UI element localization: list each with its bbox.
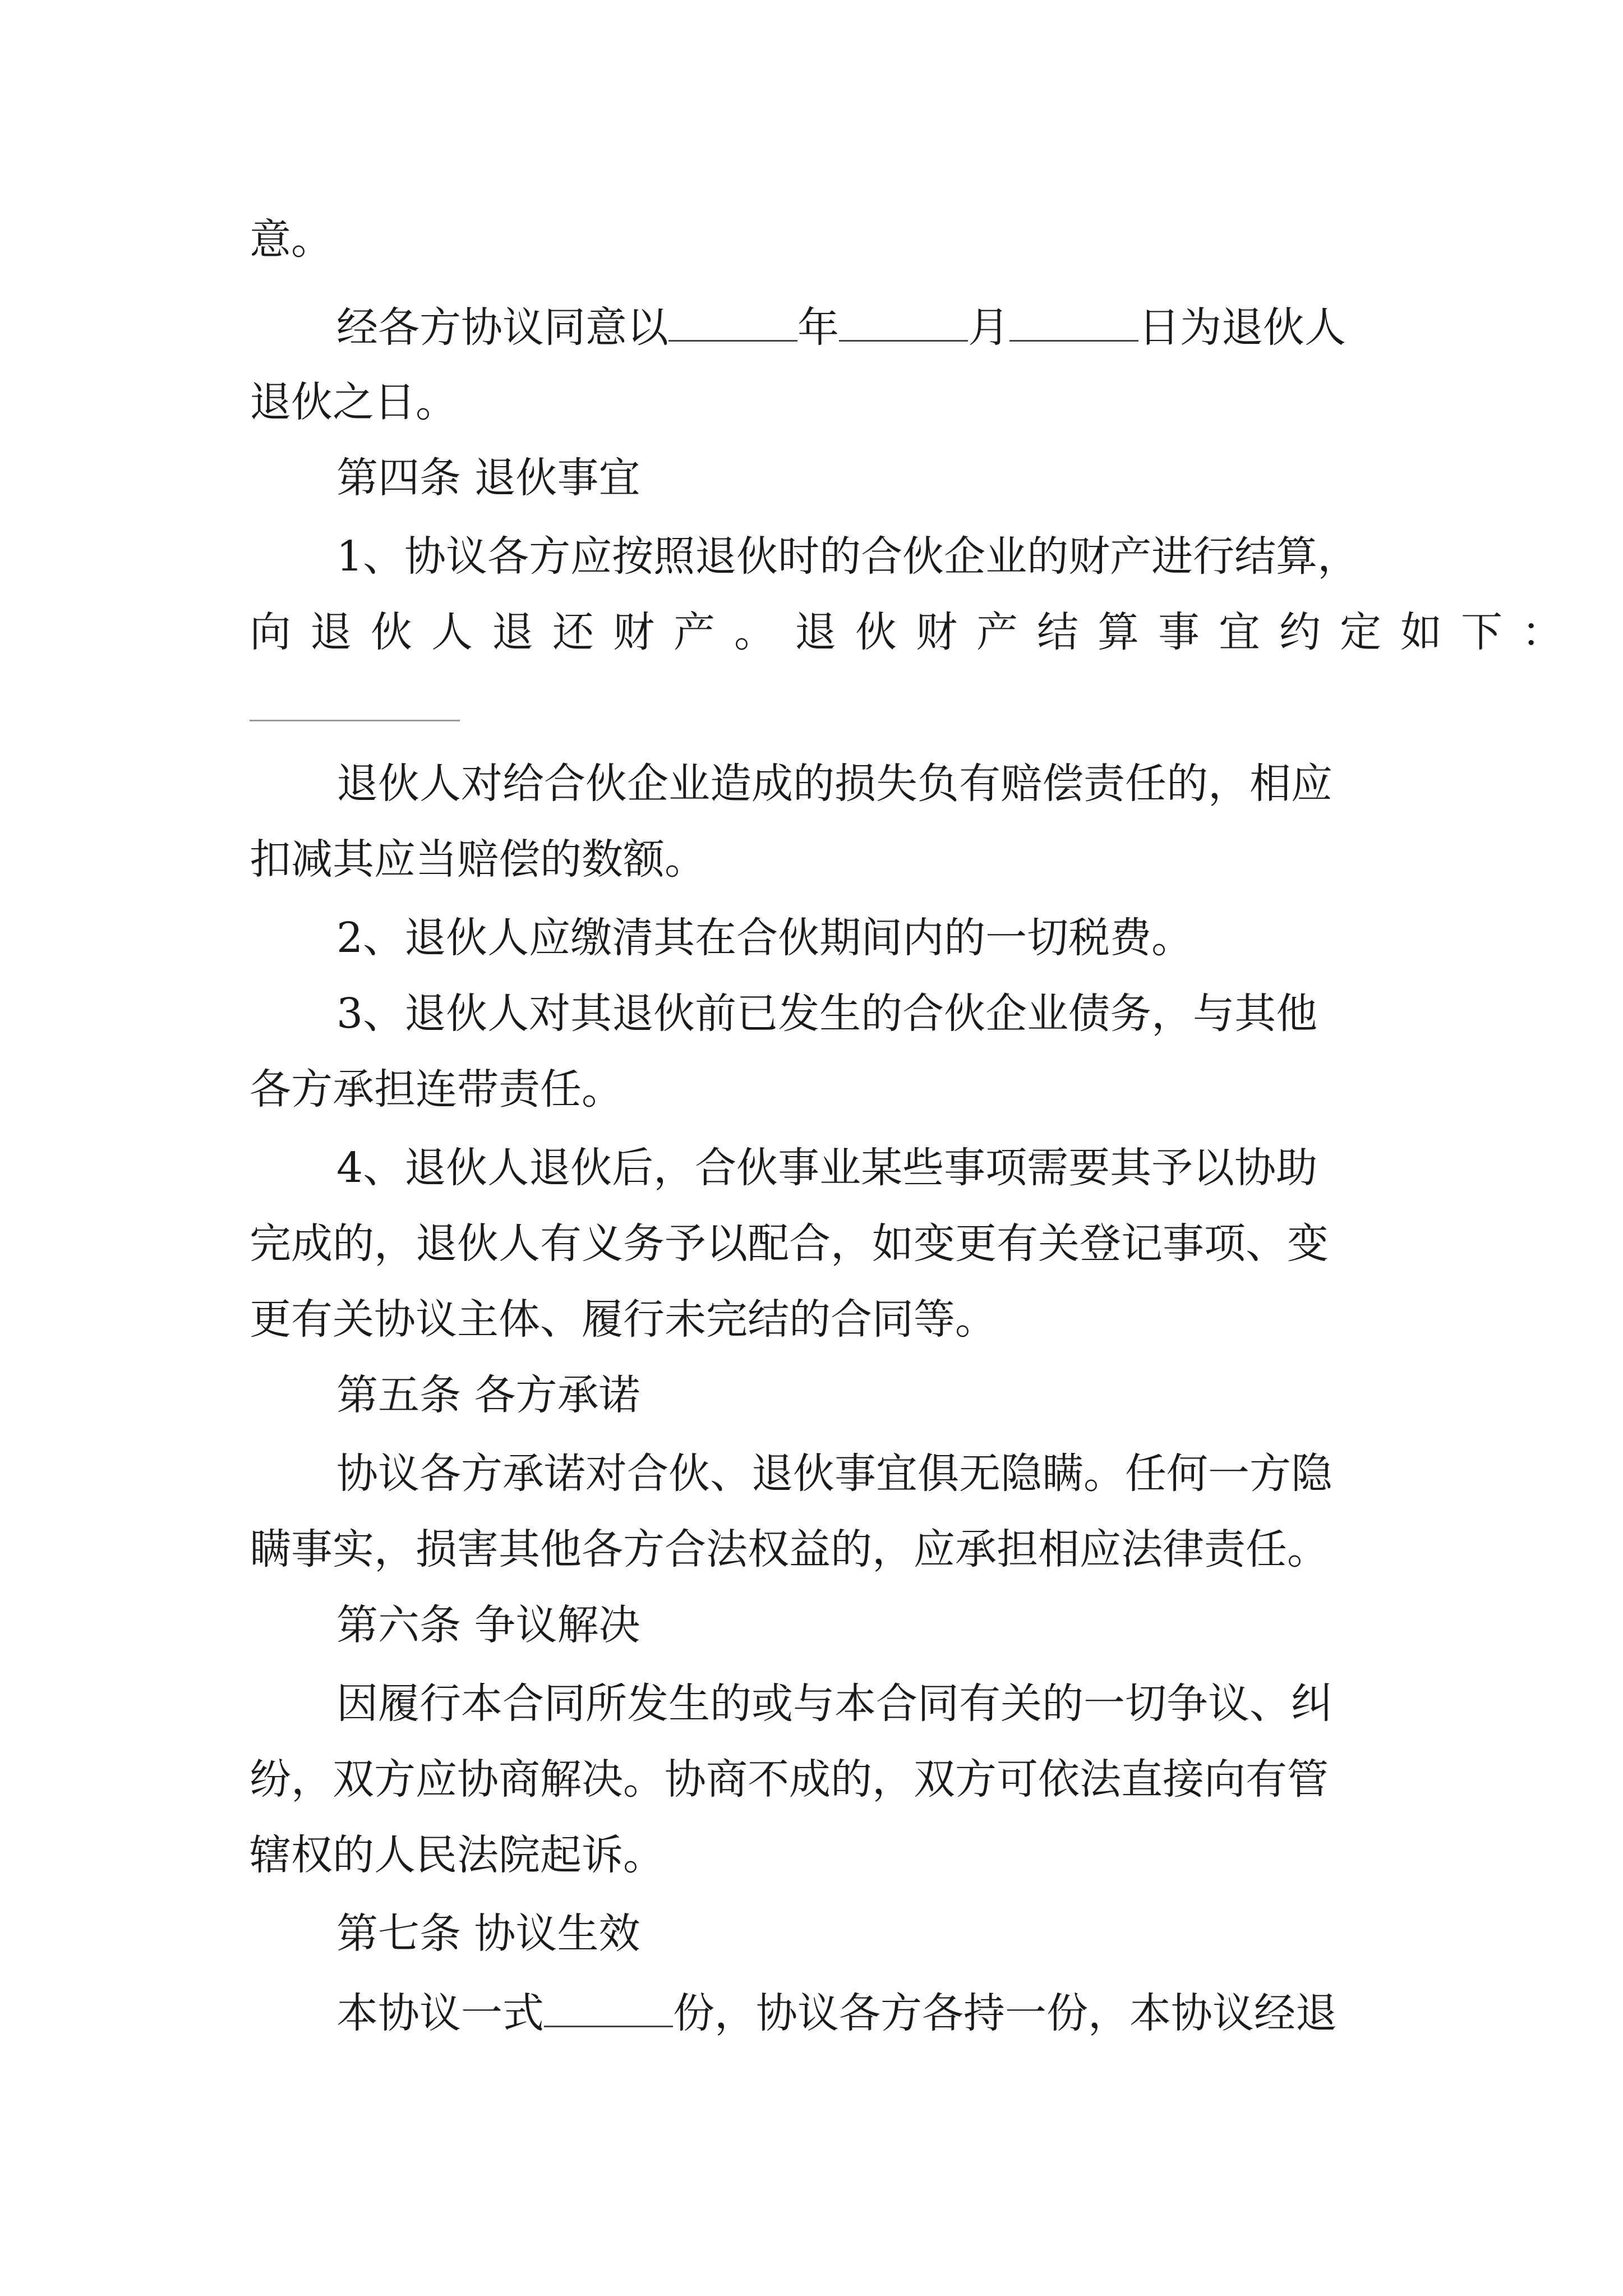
fill-in-blank-line — [250, 720, 460, 721]
text-fragment: 瞒事实，损害其他各方合法权益的，应承担相应法律责任。 — [250, 1525, 1329, 1573]
text-fragment: 本协议一式 — [336, 1989, 544, 2037]
blank-month — [839, 303, 968, 342]
text-line — [250, 1831, 665, 1879]
text-line — [336, 760, 1332, 808]
text-fragment: 完成的，退伙人有义务予以配合，如变更有关登记事项、变 — [250, 1220, 1329, 1268]
text-line-copies — [336, 1989, 1337, 2037]
text-fragment: 2、退伙人应缴清其在合伙期间内的一切税费。 — [336, 914, 1193, 962]
text-fragment: 意。 — [250, 215, 333, 264]
text-fragment: 份，协议各方各持一份，本协议经退 — [673, 1989, 1337, 2037]
text-fragment: 第五条 各方承诺 — [336, 1371, 640, 1419]
text-line — [250, 835, 706, 884]
text-line — [250, 378, 457, 426]
text-fragment: 日为退伙人 — [1138, 303, 1346, 352]
text-fragment: 第四条 退伙事宜 — [336, 454, 640, 502]
text-line — [336, 914, 1193, 962]
text-fragment: 3、退伙人对其退伙前已发生的合伙企业债务，与其他 — [336, 990, 1318, 1038]
text-fragment: 辖权的人民法院起诉。 — [250, 1831, 665, 1879]
text-fragment: 更有关协议主体、履行未完结的合同等。 — [250, 1295, 997, 1343]
text-fragment: 各方承担连带责任。 — [250, 1065, 623, 1114]
text-line — [250, 1220, 1329, 1268]
text-fragment: 4、退伙人退伙后，合伙事业某些事项需要其予以协助 — [336, 1144, 1318, 1192]
text-fragment: 1、协议各方应按照退伙时的合伙企业的财产进行结算， — [336, 532, 1359, 581]
text-fragment: 退伙之日。 — [250, 378, 457, 426]
text-fragment: 向退伙人退还财产。退伙财产结算事宜约定如下： — [250, 608, 1582, 656]
text-fragment: 纷，双方应协商解决。协商不成的，双方可依法直接向有管 — [250, 1755, 1329, 1803]
text-line — [336, 990, 1318, 1038]
text-line — [250, 1525, 1329, 1573]
text-fragment: 经各方协议同意以 — [336, 303, 668, 352]
blank-copies — [544, 1989, 673, 2027]
article-heading — [336, 454, 640, 502]
article-heading — [336, 1601, 640, 1649]
text-line — [336, 1144, 1318, 1192]
article-heading — [336, 1910, 640, 1958]
text-fragment: 退伙人对给合伙企业造成的损失负有赔偿责任的，相应 — [336, 760, 1332, 808]
text-fragment: 因履行本合同所发生的或与本合同有关的一切争议、纠 — [336, 1680, 1332, 1728]
text-fragment: 第七条 协议生效 — [336, 1910, 640, 1958]
text-line — [250, 1065, 623, 1114]
text-line-date — [336, 303, 1346, 352]
blank-day — [1009, 303, 1138, 342]
article-heading — [336, 1371, 640, 1419]
text-fragment: 扣减其应当赔偿的数额。 — [250, 835, 706, 884]
blank-year — [668, 303, 797, 342]
text-line — [250, 1755, 1329, 1803]
text-fragment: 协议各方承诺对合伙、退伙事宜俱无隐瞒。任何一方隐 — [336, 1450, 1332, 1498]
text-fragment: 第六条 争议解决 — [336, 1601, 640, 1649]
text-line — [250, 608, 1582, 656]
text-line — [250, 1295, 997, 1343]
text-line — [336, 532, 1359, 581]
text-line — [250, 215, 333, 264]
text-fragment: 月 — [968, 303, 1009, 352]
text-line — [336, 1680, 1332, 1728]
text-line — [336, 1450, 1332, 1498]
text-fragment: 年 — [797, 303, 839, 352]
